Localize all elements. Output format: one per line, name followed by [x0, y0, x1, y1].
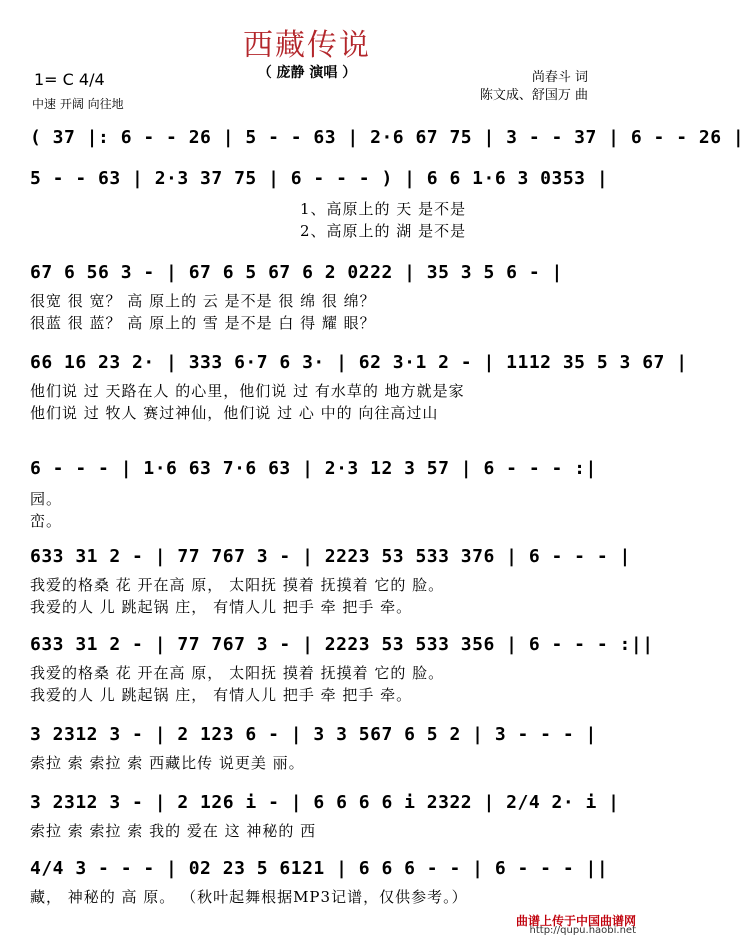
- lyric-row-4-verse-2: 他们说 过 牧人 赛过神仙，他们说 过 心 中的 向往高过山: [30, 404, 439, 422]
- notation-row-8: 3 2312 3 - | 2 123 6 - | 3 3 567 6 5 2 | 3 - - - |: [30, 724, 597, 745]
- lyric-row-7-verse-2: 我爱的人 儿 跳起锅 庄， 有情人儿 把手 牵 把手 牵。: [30, 686, 413, 704]
- lyric-row-5-verse-1: 园。: [30, 490, 63, 508]
- key-signature: 1= C 4/4: [34, 70, 105, 89]
- singer-line: （ 庞静 演唱 ）: [257, 65, 357, 81]
- lyric-row-3-verse-1: 很宽 很 宽？ 高 原上的 云 是不是 很 绵 很 绵？: [30, 292, 376, 310]
- notation-row-7: 633 31 2 - | 77 767 3 - | 2223 53 533 356 | 6 - - - :||: [30, 634, 654, 655]
- lyric-row-6-verse-2: 我爱的人 儿 跳起锅 庄， 有情人儿 把手 牵 把手 牵。: [30, 598, 413, 616]
- notation-row-2: 5 - - 63 | 2·3 37 75 | 6 - - - ) | 6 6 1·6 3 0353 |: [30, 168, 609, 189]
- song-title: 西藏传说: [243, 28, 371, 63]
- lyric-row-8: 索拉 索 索拉 索 西藏比传 说更美 丽。: [30, 754, 305, 772]
- lyric-row-10: 藏， 神秘的 高 原。 （秋叶起舞根据MP3记谱，仅供参考。）: [30, 888, 468, 906]
- lyric-row-4-verse-1: 他们说 过 天路在人 的心里，他们说 过 有水草的 地方就是家: [30, 382, 465, 400]
- notation-row-6: 633 31 2 - | 77 767 3 - | 2223 53 533 376 | 6 - - - |: [30, 546, 631, 567]
- lyric-row-7-verse-1: 我爱的格桑 花 开在高 原， 太阳抚 摸着 抚摸着 它的 脸。: [30, 664, 445, 682]
- notation-row-1: ( 37 |: 6 - - 26 | 5 - - 63 | 2·6 67 75 | 3 - - 37 | 6 - - 26 |: [30, 127, 744, 148]
- notation-row-5: 6 - - - | 1·6 63 7·6 63 | 2·3 12 3 57 | 6 - - - :|: [30, 458, 597, 479]
- lyric-row-2-verse-1: 1、高原上的 天 是不是: [300, 200, 467, 218]
- notation-row-10: 4/4 3 - - - | 02 23 5 6121 | 6 6 6 - - | 6 - - - ||: [30, 858, 609, 879]
- lyric-row-5-verse-2: 峦。: [30, 512, 63, 530]
- site-watermark: 曲谱上传于中国曲谱网: [515, 914, 636, 928]
- lyric-row-2-verse-2: 2、高原上的 湖 是不是: [300, 222, 467, 240]
- notation-row-4: 66 16 23 2· | 333 6·7 6 3· | 62 3·1 2 - | 1112 35 5 3 67 |: [30, 352, 688, 373]
- notation-row-3: 67 6 56 3 - | 67 6 5 67 6 2 0222 | 35 3 5 6 - |: [30, 262, 563, 283]
- lyric-row-6-verse-1: 我爱的格桑 花 开在高 原， 太阳抚 摸着 抚摸着 它的 脸。: [30, 576, 445, 594]
- lyric-row-9: 索拉 索 索拉 索 我的 爱在 这 神秘的 西: [30, 822, 317, 840]
- lyric-row-3-verse-2: 很蓝 很 蓝？ 高 原上的 雪 是不是 白 得 耀 眼？: [30, 314, 376, 332]
- lyricist-credit: 尚春斗 词: [531, 70, 588, 85]
- composer-credit: 陈文成、舒国万 曲: [479, 88, 588, 103]
- site-url: http://qupu.haobi.net: [529, 925, 636, 936]
- tempo-marking: 中速 开阔 向往地: [32, 97, 124, 111]
- notation-row-9: 3 2312 3 - | 2 126 i - | 6 6 6 6 i 2322 | 2/4 2· i |: [30, 792, 620, 813]
